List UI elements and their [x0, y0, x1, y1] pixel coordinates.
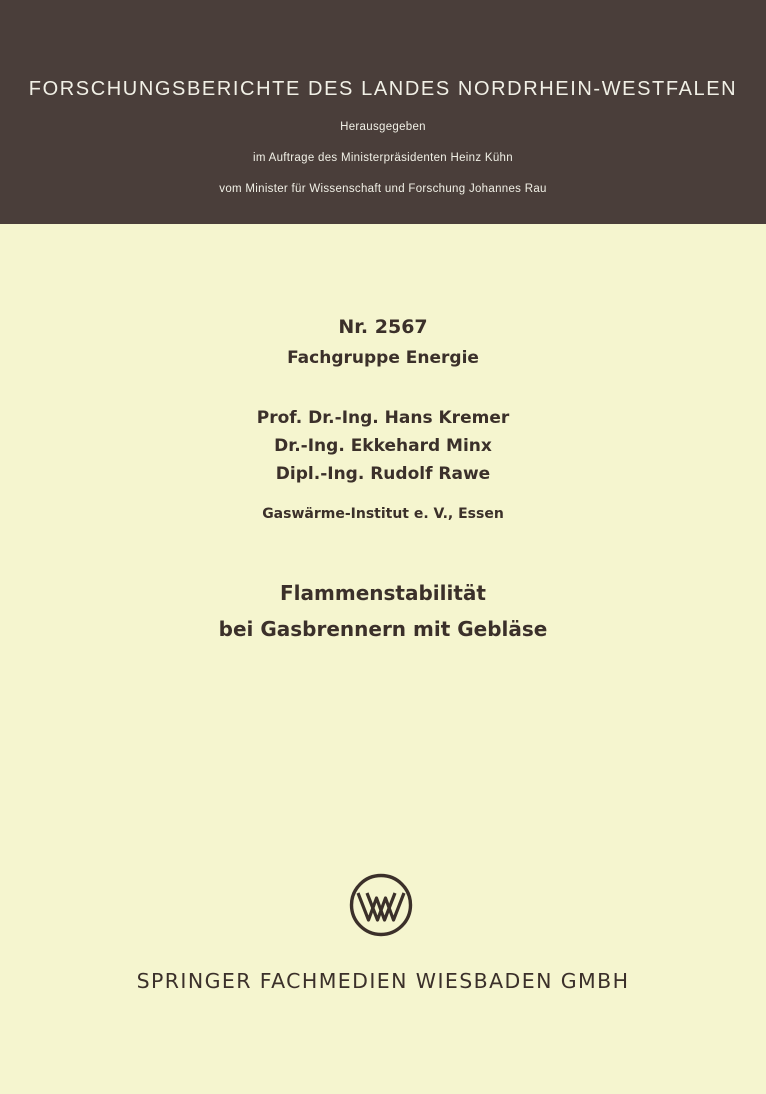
author-3: Dipl.-Ing. Rudolf Rawe: [275, 464, 491, 484]
author-1: Prof. Dr.-Ing. Hans Kremer: [256, 408, 510, 428]
editor-line-3: vom Minister für Wissenschaft und Forschung Johannes Rau: [219, 183, 547, 195]
title-line-2: bei Gasbrennern mit Gebläse: [218, 617, 548, 641]
author-2: Dr.-Ing. Ekkehard Minx: [274, 436, 492, 456]
subject-group: Fachgruppe Energie: [287, 348, 479, 368]
publisher-logo-icon: [349, 873, 413, 937]
institute: Gaswärme-Institut e. V., Essen: [262, 506, 504, 522]
header-band: [0, 0, 766, 224]
report-number: Nr. 2567: [338, 316, 428, 338]
series-title: FORSCHUNGSBERICHTE DES LANDES NORDRHEIN-WESTFALEN: [28, 78, 738, 100]
publisher-name: SPRINGER FACHMEDIEN WIESBADEN GMBH: [136, 969, 630, 993]
editor-line-1: Herausgegeben: [340, 121, 426, 133]
title-line-1: Flammenstabilität: [280, 581, 486, 605]
editor-line-2: im Auftrage des Ministerpräsidenten Heinz Kühn: [253, 152, 513, 164]
